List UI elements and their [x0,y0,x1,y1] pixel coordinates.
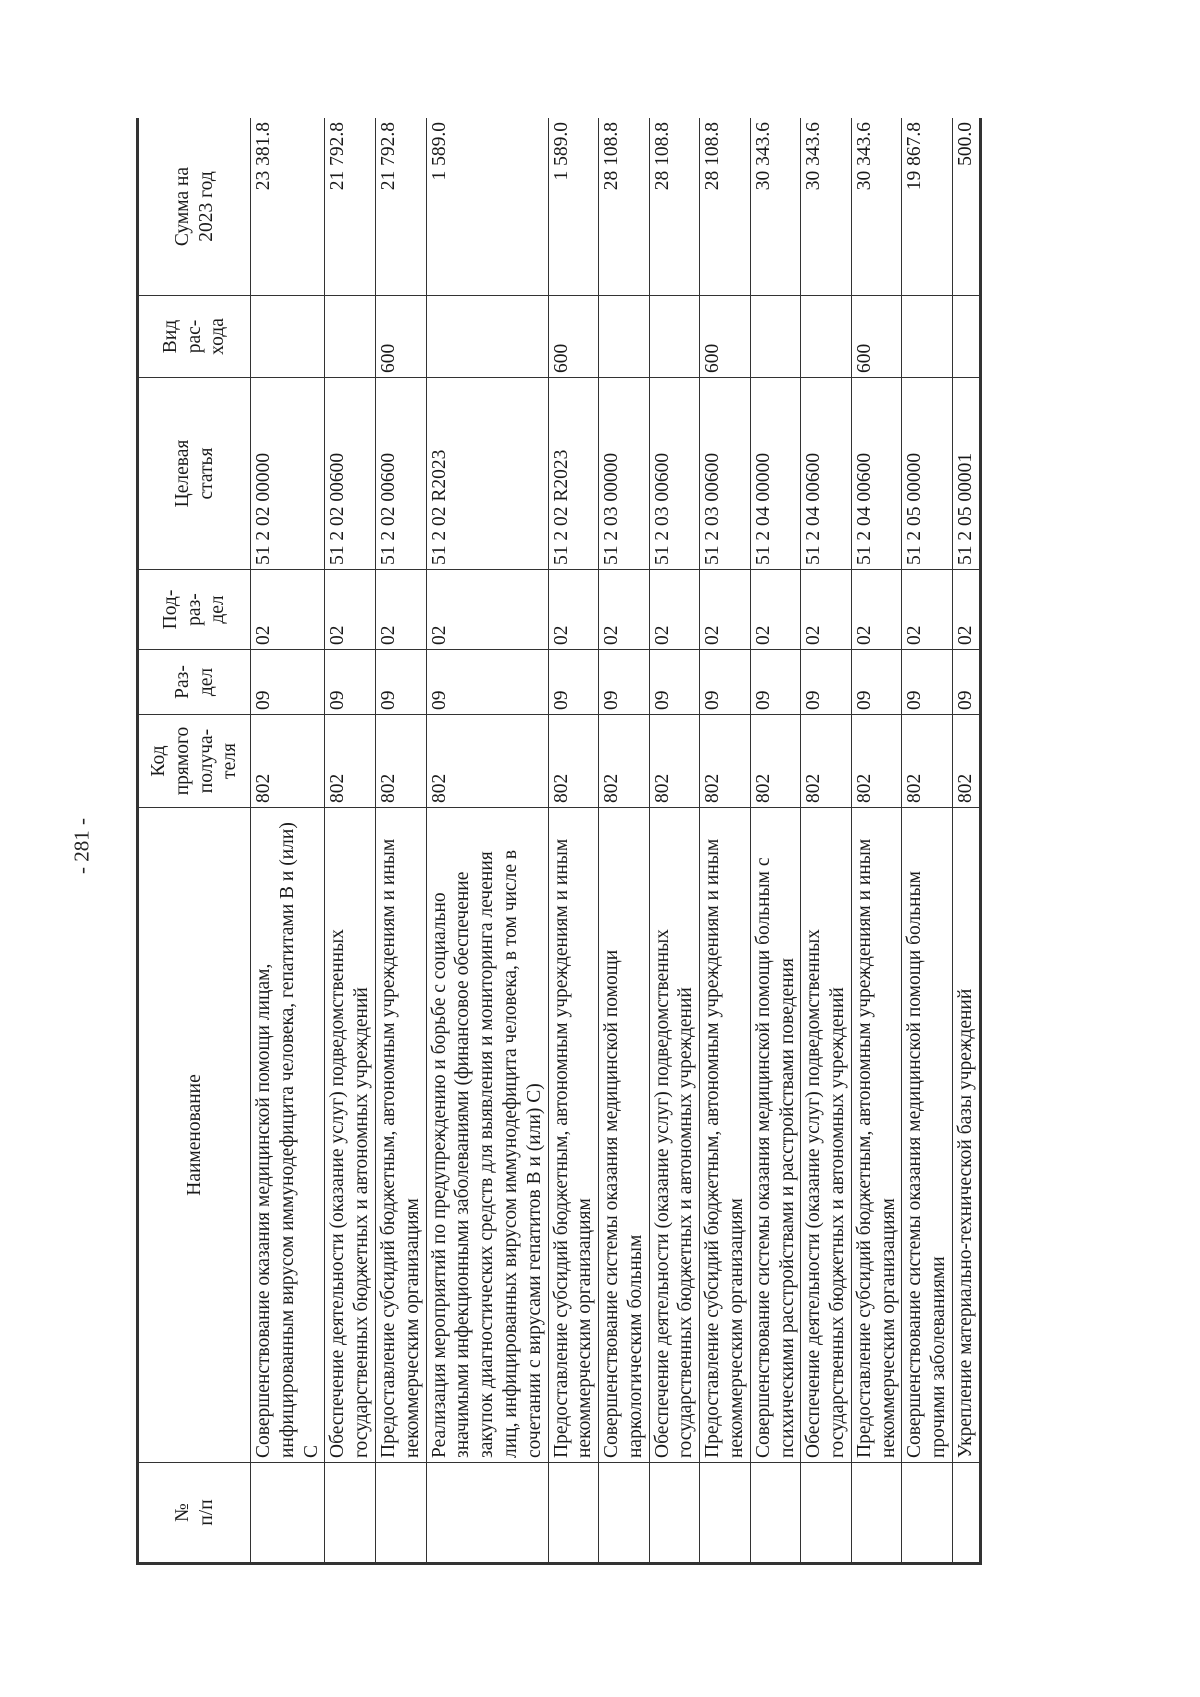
header-sum: Сумма на 2023 год [138,118,251,296]
row-expense-type [251,296,325,378]
row-number [376,1463,427,1564]
row-name: Предоставление субсидий бюджетным, автономным учреждениям и иным некоммерческим организациям [376,808,427,1463]
row-subsection: 02 [548,570,599,650]
row-target-article: 51 2 04 00000 [750,378,801,570]
table-row [426,118,548,1564]
row-expense-type [902,296,953,378]
row-section: 09 [851,650,902,715]
row-sum-2023: 1 589.0 [548,118,599,296]
row-target-article: 51 2 02 00600 [376,378,427,570]
row-sum-2023: 19 867.8 [902,118,953,296]
row-section: 09 [750,650,801,715]
table-row [801,118,852,1564]
row-subsection: 02 [251,570,325,650]
row-section: 09 [801,650,852,715]
table-row [700,118,751,1564]
table-row [649,118,700,1564]
table-row [599,118,650,1564]
row-number [649,1463,700,1564]
row-expense-type [426,296,548,378]
row-sum-2023: 23 381.8 [251,118,325,296]
row-subsection: 02 [325,570,376,650]
row-sum-2023: 28 108.8 [700,118,751,296]
header-name: Наименование [138,808,251,1463]
row-target-article: 51 2 05 00001 [953,378,981,570]
table-row [376,118,427,1564]
row-expense-type: 600 [700,296,751,378]
table-frame [136,118,1048,1565]
table-body [251,118,981,1564]
row-expense-type [325,296,376,378]
row-target-article: 51 2 03 00600 [700,378,751,570]
header-row [138,118,251,1564]
row-recipient-code: 802 [902,715,953,808]
row-section: 09 [251,650,325,715]
table-row [750,118,801,1564]
row-section: 09 [700,650,751,715]
row-subsection: 02 [700,570,751,650]
row-subsection: 02 [953,570,981,650]
row-name: Обеспечение деятельности (оказание услуг) подведомственных государственных бюджетных и автономных учреждений [649,808,700,1463]
row-name: Совершенствование оказания медицинской помощи лицам, инфицированным вирусом иммунодефицита человека, гепатитами В и (или) С [251,808,325,1463]
row-expense-type: 600 [548,296,599,378]
row-subsection: 02 [599,570,650,650]
row-recipient-code: 802 [426,715,548,808]
row-sum-2023: 28 108.8 [599,118,650,296]
table-row [251,118,325,1564]
table-row [953,118,981,1564]
table-row [548,118,599,1564]
row-target-article: 51 2 03 00600 [649,378,700,570]
row-name: Совершенствование системы оказания медицинской помощи наркологическим больным [599,808,650,1463]
row-name: Укрепление материально-технической базы учреждений [953,808,981,1463]
header-subsection: Под- раз- дел [138,570,251,650]
row-name: Совершенствование системы оказания медицинской помощи больным прочими заболеваниями [902,808,953,1463]
row-expense-type: 600 [376,296,427,378]
row-target-article: 51 2 02 R2023 [426,378,548,570]
row-sum-2023: 28 108.8 [649,118,700,296]
row-expense-type: 600 [851,296,902,378]
row-target-article: 51 2 04 00600 [801,378,852,570]
header-expense: Вид рас- хода [138,296,251,378]
row-section: 09 [548,650,599,715]
row-number [599,1463,650,1564]
row-section: 09 [376,650,427,715]
row-subsection: 02 [801,570,852,650]
header-code: Код прямого получа- теля [138,715,251,808]
row-name: Предоставление субсидий бюджетным, автономным учреждениям и иным некоммерческим организациям [548,808,599,1463]
row-section: 09 [599,650,650,715]
row-expense-type [801,296,852,378]
row-number [548,1463,599,1564]
row-subsection: 02 [376,570,427,650]
row-section: 09 [902,650,953,715]
row-section: 09 [649,650,700,715]
row-name: Предоставление субсидий бюджетным, автономным учреждениям и иным некоммерческим организациям [700,808,751,1463]
row-expense-type [750,296,801,378]
row-recipient-code: 802 [599,715,650,808]
header-num: № п/п [138,1463,251,1564]
row-sum-2023: 21 792.8 [376,118,427,296]
row-sum-2023: 500.0 [953,118,981,296]
row-subsection: 02 [426,570,548,650]
row-number [902,1463,953,1564]
row-subsection: 02 [750,570,801,650]
row-name: Совершенствование системы оказания медицинской помощи больным с психическими расстройствами и расстройствами поведения [750,808,801,1463]
row-number [750,1463,801,1564]
row-sum-2023: 30 343.6 [750,118,801,296]
row-target-article: 51 2 02 R2023 [548,378,599,570]
row-recipient-code: 802 [649,715,700,808]
header-target: Целевая статья [138,378,251,570]
row-recipient-code: 802 [700,715,751,808]
row-recipient-code: 802 [801,715,852,808]
row-section: 09 [953,650,981,715]
row-section: 09 [426,650,548,715]
row-recipient-code: 802 [548,715,599,808]
row-expense-type [953,296,981,378]
row-expense-type [599,296,650,378]
row-target-article: 51 2 05 00000 [902,378,953,570]
row-name: Обеспечение деятельности (оказание услуг) подведомственных государственных бюджетных и автономных учреждений [325,808,376,1463]
row-target-article: 51 2 02 00000 [251,378,325,570]
row-sum-2023: 30 343.6 [851,118,902,296]
row-subsection: 02 [649,570,700,650]
table-row [851,118,902,1564]
row-recipient-code: 802 [376,715,427,808]
row-recipient-code: 802 [953,715,981,808]
row-recipient-code: 802 [325,715,376,808]
row-sum-2023: 1 589.0 [426,118,548,296]
row-number [851,1463,902,1564]
row-sum-2023: 21 792.8 [325,118,376,296]
row-number [251,1463,325,1564]
row-subsection: 02 [851,570,902,650]
row-subsection: 02 [902,570,953,650]
header-section: Раз- дел [138,650,251,715]
row-number [801,1463,852,1564]
rotated-table-container [136,118,1048,1565]
row-recipient-code: 802 [851,715,902,808]
row-target-article: 51 2 04 00600 [851,378,902,570]
row-name: Обеспечение деятельности (оказание услуг) подведомственных государственных бюджетных и автономных учреждений [801,808,852,1463]
row-sum-2023: 30 343.6 [801,118,852,296]
row-target-article: 51 2 03 00000 [599,378,650,570]
row-number [426,1463,548,1564]
row-number [953,1463,981,1564]
row-expense-type [649,296,700,378]
table-row [902,118,953,1564]
table-row [325,118,376,1564]
table-header [138,118,251,1564]
page-number: - 281 - [69,818,94,874]
budget-table [136,118,982,1565]
row-number [325,1463,376,1564]
row-recipient-code: 802 [750,715,801,808]
row-recipient-code: 802 [251,715,325,808]
row-section: 09 [325,650,376,715]
row-name: Предоставление субсидий бюджетным, автономным учреждениям и иным некоммерческим организациям [851,808,902,1463]
row-number [700,1463,751,1564]
row-target-article: 51 2 02 00600 [325,378,376,570]
row-name: Реализация мероприятий по предупреждению и борьбе с социально значимыми инфекционными заболеваниями (финансовое обеспечение закупок диагностических средств для выявления и мониторинга лечения лиц, инфицированных вирусом иммунодефицита человека, в том числе в сочетании с вирусами гепатитов В и (или) С) [426,808,548,1463]
